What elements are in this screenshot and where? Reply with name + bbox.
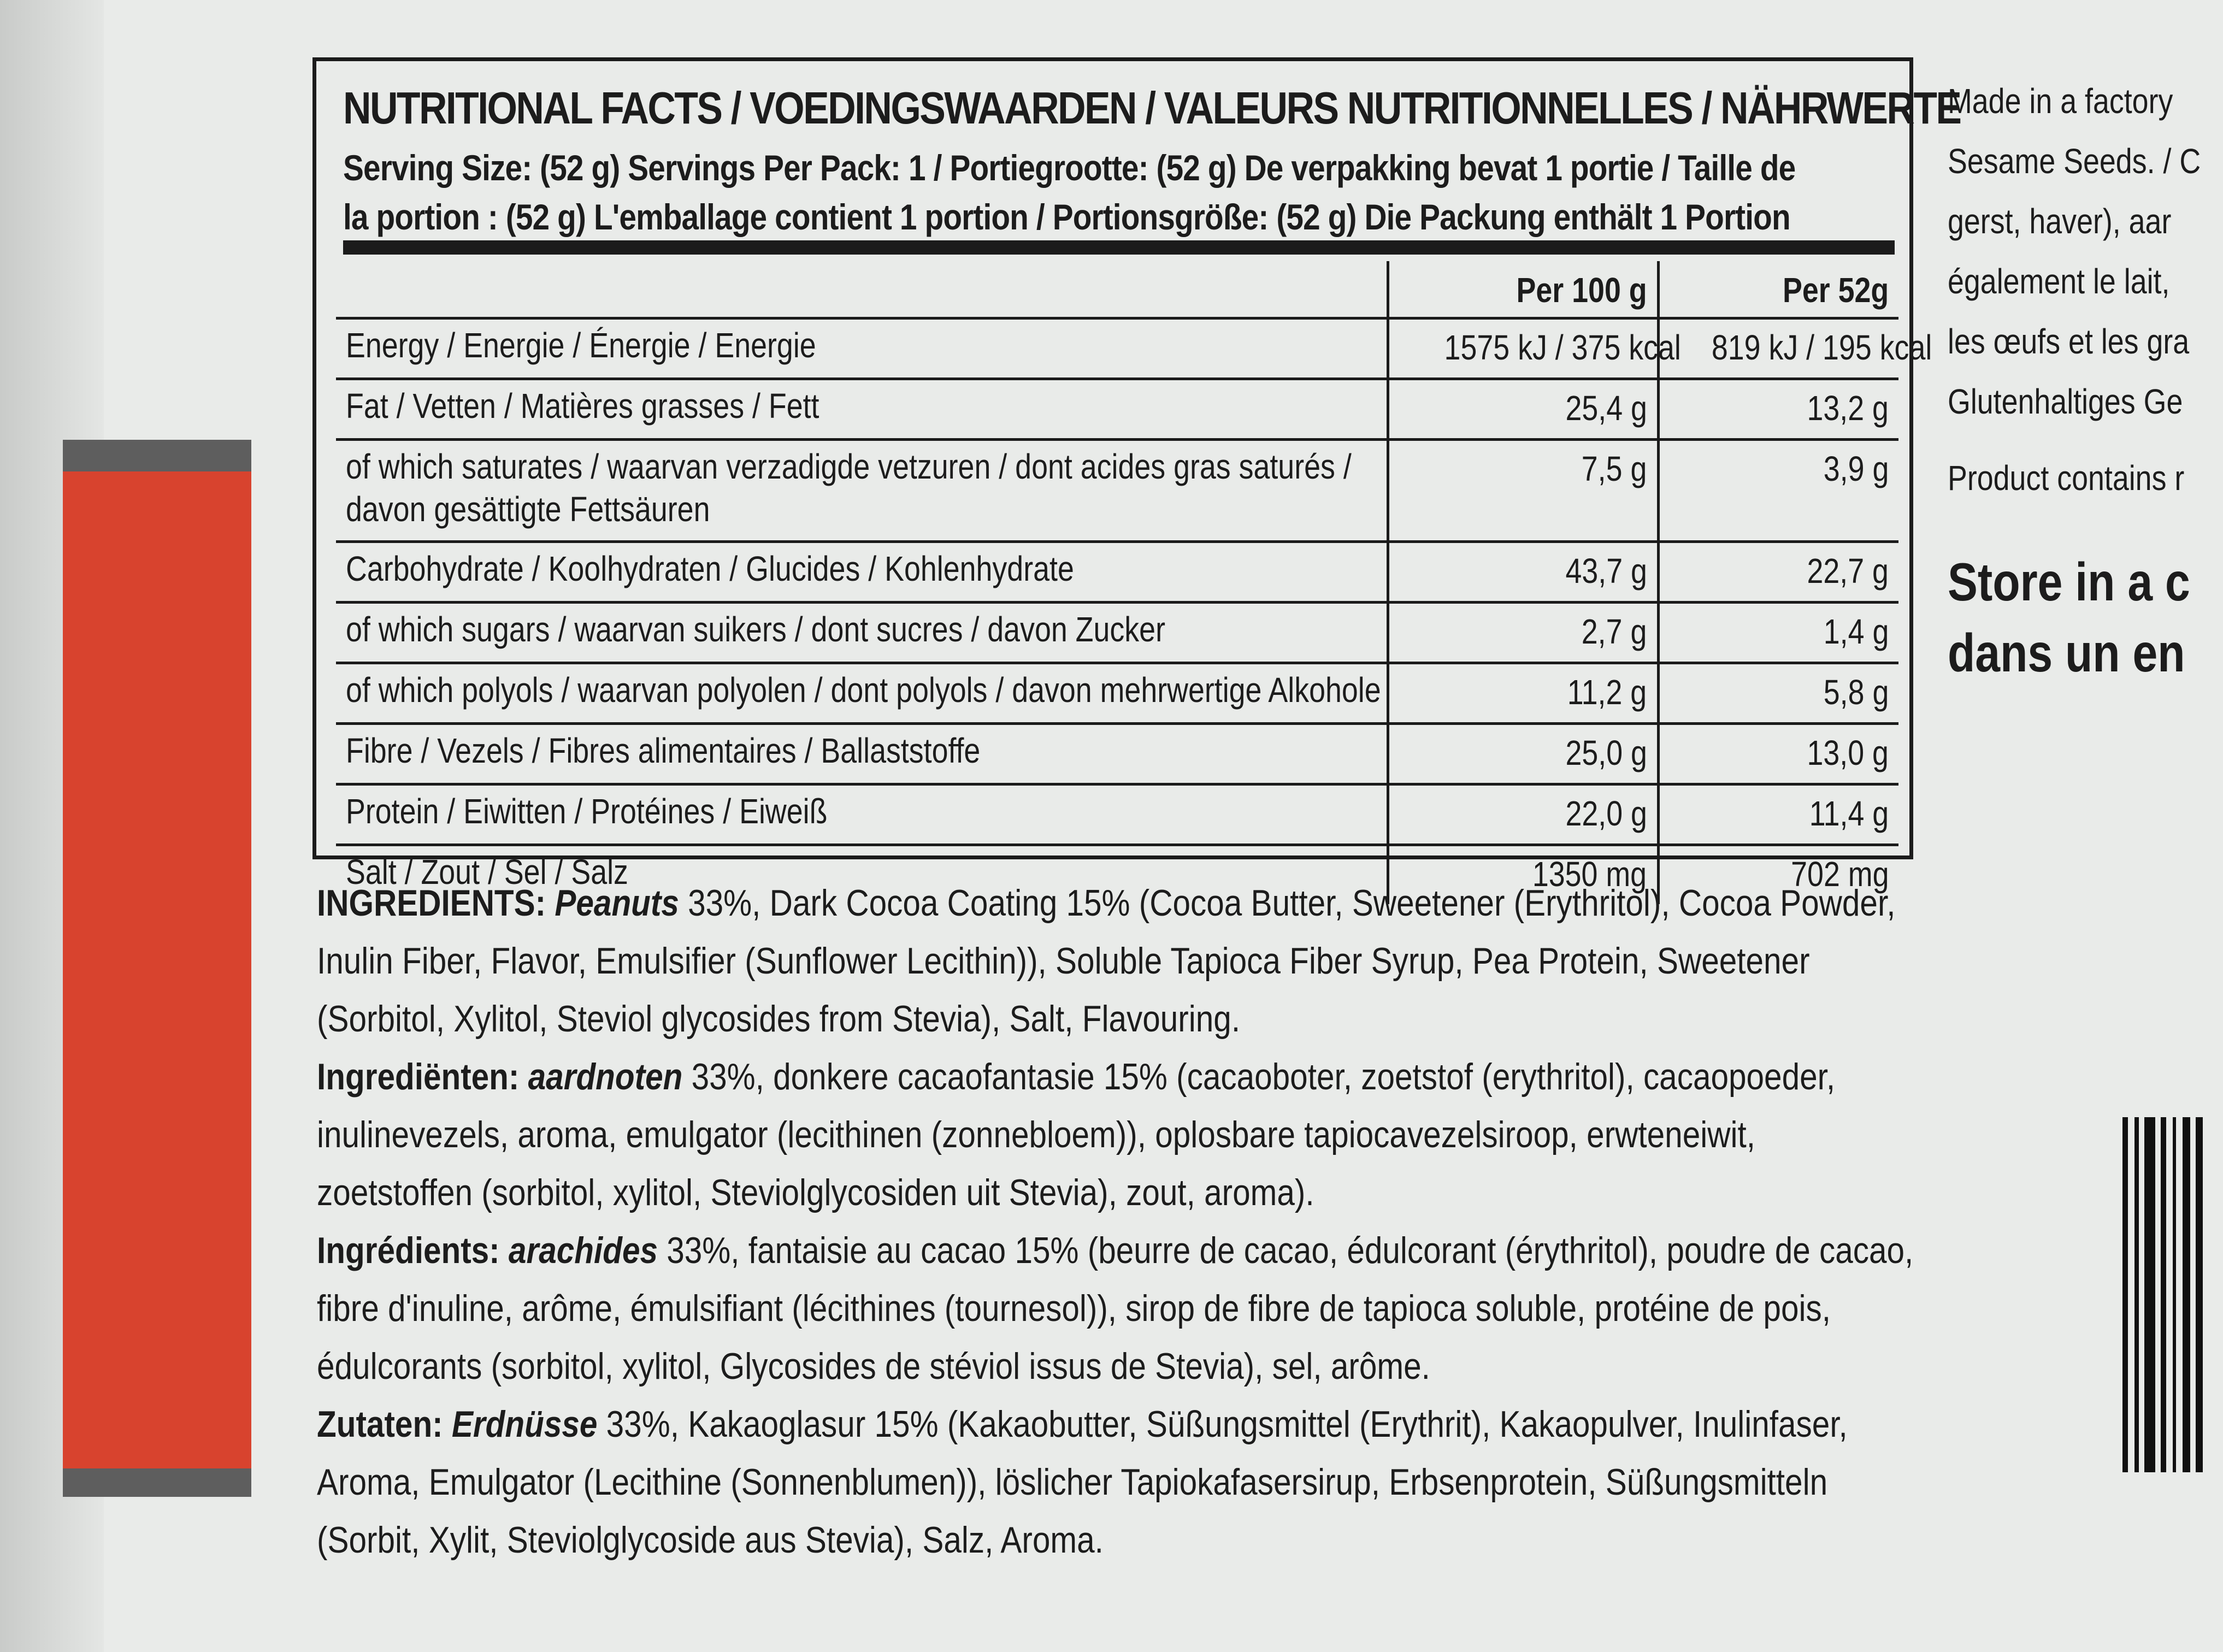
- nutrition-row: [336, 440, 1898, 542]
- nutrition-row: [336, 542, 1898, 603]
- nutrient-label: Energy / Energie / Énergie / Energie: [336, 318, 1388, 379]
- nutrition-row: [336, 379, 1898, 440]
- nutrient-label: Fat / Vetten / Matières grasses / Fett: [336, 379, 1388, 440]
- header-per-52g: Per 52g: [1658, 261, 1898, 318]
- value-per-52g: 5,8 g: [1658, 663, 1898, 724]
- value-per-52g: 13,2 g: [1658, 379, 1898, 440]
- value-per-100g: 22,0 g: [1388, 784, 1658, 845]
- ingredients-heading: Ingrediënten:: [317, 1056, 520, 1098]
- value-per-52g: 22,7 g: [1658, 542, 1898, 603]
- nutrient-label: of which sugars / waarvan suikers / dont sucres / davon Zucker: [336, 603, 1388, 663]
- ingredients-paragraph: [317, 1395, 1914, 1569]
- nutrition-row: [336, 603, 1898, 663]
- value-per-52g: 1,4 g: [1658, 603, 1898, 663]
- side-text-line: Made in a factory: [1948, 81, 2173, 121]
- ingredients-heading: Ingrédients:: [317, 1230, 500, 1271]
- value-per-100g: 11,2 g: [1388, 663, 1658, 724]
- ingredients-heading: Zutaten:: [317, 1403, 443, 1445]
- ingredients-text: 33%, fantaisie au cacao 15% (beurre de cacao, édulcorant (érythritol), poudre de cacao, fibre d'inuline, arôme, émulsifiant (lécithines (tournesol)), sirop de fibre de tapioca soluble, protéine de pois, édulcorants (sorbitol, xylitol, Glycosides de stéviol issus de Stevia), sel, arôme.: [317, 1230, 1914, 1387]
- side-text-line: Sesame Seeds. / C: [1948, 141, 2201, 181]
- allergen-highlight: Peanuts: [555, 882, 679, 924]
- nutrient-label: Fibre / Vezels / Fibres alimentaires / Ballaststoffe: [336, 724, 1388, 784]
- red-stripe-decoration: [63, 440, 251, 1497]
- value-per-100g: 1350 mg: [1388, 845, 1658, 905]
- nutrient-label: Salt / Zout / Sel / Salz: [336, 845, 1388, 905]
- value-per-52g: 11,4 g: [1658, 784, 1898, 845]
- header-blank-cell: [336, 261, 1388, 318]
- side-text-line: Glutenhaltiges Ge: [1948, 382, 2183, 421]
- side-text-line: également le lait,: [1948, 262, 2170, 301]
- barcode: [2122, 1117, 2203, 1472]
- allergen-highlight: Erdnüsse: [451, 1403, 598, 1445]
- value-per-100g: 25,0 g: [1388, 724, 1658, 784]
- ingredients-text: 33%, Kakaoglasur 15% (Kakaobutter, Süßungsmittel (Erythrit), Kakaopulver, Inulinfaser, Aroma, Emulgator (Lecithine (Sonnenblumen)), löslicher Tapiokafasersirup, Erbsenprotein, Süßungsmitteln (Sorbit, Xylit, Steviolglycoside aus Stevia), Salz, Aroma.: [317, 1403, 1848, 1561]
- nutrition-header-row: [336, 261, 1898, 318]
- serving-line-2: la portion : (52 g) L'emballage contient 1 portion / Portionsgröße: (52 g) Die Packung enthält 1 Portion: [343, 197, 1790, 237]
- nutrition-row: [336, 663, 1898, 724]
- nutrition-row: [336, 318, 1898, 379]
- serving-info: [343, 143, 1870, 241]
- contains-line: Product contains r: [1948, 458, 2185, 498]
- side-text-line: gerst, haver), aar: [1948, 202, 2172, 241]
- nutrient-label: of which polyols / waarvan polyolen / dont polyols / davon mehrwertige Alkohole: [336, 663, 1388, 724]
- value-per-52g: 13,0 g: [1658, 724, 1898, 784]
- barcode-bar: [2196, 1117, 2203, 1472]
- value-per-100g: 1575 kJ / 375 kcal: [1388, 318, 1658, 379]
- ingredients-text: 33%, Dark Cocoa Coating 15% (Cocoa Butter, Sweetener (Erythritol), Cocoa Powder, Inulin Fiber, Flavor, Emulsifier (Sunflower Lecithin)), Soluble Tapioca Fiber Syrup, Pea Protein, Sweetener (Sorbitol, Xylitol, Steviol glycosides from Stevia), Salt, Flavouring.: [317, 882, 1896, 1040]
- serving-line-1: Serving Size: (52 g) Servings Per Pack: 1 / Portiegrootte: (52 g) De verpakking bevat 1 portie / Taille de: [343, 148, 1796, 188]
- value-per-52g: 819 kJ / 195 kcal: [1658, 318, 1898, 379]
- barcode-bar: [2161, 1117, 2166, 1472]
- nutrition-row: [336, 724, 1898, 784]
- value-per-100g: 25,4 g: [1388, 379, 1658, 440]
- storage-line-1: Store in a c: [1948, 552, 2190, 612]
- nutrient-label: of which saturates / waarvan verzadigde vetzuren / dont acides gras saturés / davon gesättigte Fettsäuren: [336, 440, 1388, 542]
- ingredients-paragraph: [317, 874, 1914, 1048]
- ingredients-block: [317, 874, 1914, 1569]
- barcode-bar: [2134, 1117, 2139, 1472]
- allergen-highlight: aardnoten: [528, 1056, 683, 1098]
- storage-instructions: [1948, 546, 2223, 688]
- nutrition-title: NUTRITIONAL FACTS / VOEDINGSWAARDEN / VALEURS NUTRITIONNELLES / NÄHRWERTE: [343, 82, 1961, 133]
- side-text-column: [1948, 71, 2223, 688]
- value-per-100g: 7,5 g: [1388, 440, 1658, 542]
- nutrition-table: [336, 261, 1932, 904]
- barcode-bar: [2144, 1117, 2155, 1472]
- ingredients-text: 33%, donkere cacaofantasie 15% (cacaoboter, zoetstof (erythritol), cacaopoeder, inulinevezels, aroma, emulgator (lecithinen (zonnebloem)), oplosbare tapiocavezelsiroop, erwteneiwit, zoetstoffen (sorbitol, xylitol, Steviolglycosiden uit Stevia), zout, aroma).: [317, 1056, 1836, 1213]
- ingredients-paragraph: [317, 1222, 1914, 1395]
- nutrient-label: Carbohydrate / Koolhydraten / Glucides / Kohlenhydrate: [336, 542, 1388, 603]
- barcode-bar: [2122, 1117, 2128, 1472]
- side-text-line: les œufs et les gra: [1948, 322, 2190, 361]
- nutrition-row: [336, 784, 1898, 845]
- ingredients-heading: INGREDIENTS:: [317, 882, 546, 924]
- header-per-100g: Per 100 g: [1388, 261, 1658, 318]
- storage-line-2: dans un en: [1948, 623, 2185, 683]
- value-per-52g: 702 mg: [1658, 845, 1898, 905]
- value-per-100g: 43,7 g: [1388, 542, 1658, 603]
- ingredients-paragraph: [317, 1048, 1914, 1222]
- nutrient-label: Protein / Eiwitten / Protéines / Eiweiß: [336, 784, 1388, 845]
- value-per-100g: 2,7 g: [1388, 603, 1658, 663]
- value-per-52g: 3,9 g: [1658, 440, 1898, 542]
- allergen-highlight: arachides: [508, 1230, 658, 1271]
- nutrition-divider: [343, 240, 1895, 255]
- barcode-bar: [2183, 1117, 2190, 1472]
- barcode-bar: [2173, 1117, 2176, 1472]
